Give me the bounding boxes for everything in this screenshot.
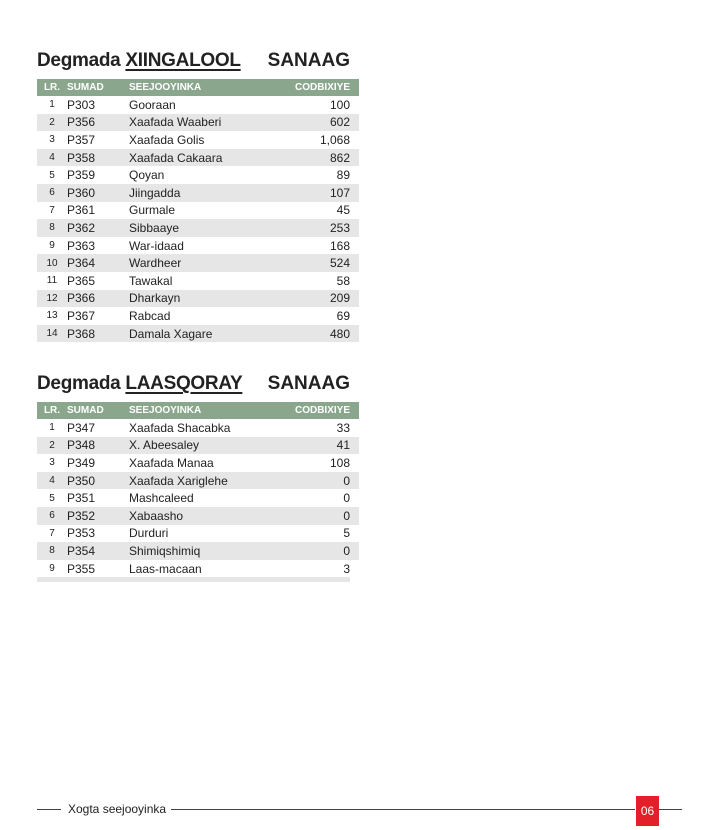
table-row: [37, 525, 359, 543]
table-header-row: [37, 402, 359, 419]
col-header-seejooyinka: SEEJOOYINKA: [129, 82, 202, 93]
cell-lr: 3: [49, 134, 55, 146]
cell-lr: 4: [49, 475, 55, 487]
table-row: [37, 325, 359, 343]
cell-lr: 13: [46, 310, 58, 322]
cell-station: Gooraan: [129, 97, 176, 112]
cell-station: Xabaasho: [129, 508, 184, 523]
cell-lr: 12: [46, 292, 58, 304]
cell-sumad: P349: [67, 455, 96, 470]
col-header-lr: LR.: [43, 405, 61, 416]
cell-votes: 1,068: [319, 132, 350, 147]
table-row: [37, 437, 359, 455]
cell-sumad: P348: [67, 438, 96, 453]
cell-station: Xaafada Waaberi: [129, 115, 222, 130]
table-row: [37, 489, 359, 507]
cell-station: Durduri: [129, 526, 169, 541]
cell-votes: 69: [336, 308, 350, 323]
cell-votes: 3: [343, 561, 350, 576]
cell-sumad: P363: [67, 238, 96, 253]
table-row: [37, 419, 359, 437]
table-row: [37, 272, 359, 290]
cell-station: Damala Xagare: [129, 326, 213, 341]
cell-sumad: P356: [67, 115, 96, 130]
table-header-row: [37, 79, 359, 96]
cell-lr: 8: [49, 545, 55, 557]
district-section-xiingalool: [37, 46, 350, 342]
cell-lr: 9: [49, 563, 55, 575]
region-name: SANAAG: [267, 50, 350, 71]
cell-lr: 3: [49, 457, 55, 469]
table-row: [37, 202, 359, 220]
cell-lr: 4: [49, 152, 55, 164]
table-row: [37, 290, 359, 308]
page-number-badge: 06: [636, 796, 659, 826]
cell-station: Gurmale: [129, 203, 176, 218]
cell-station: Sibbaaye: [129, 220, 180, 235]
cell-sumad: P358: [67, 150, 96, 165]
table-row: [37, 507, 359, 525]
col-header-codbixiye: CODBIXIYE: [294, 82, 350, 93]
cell-votes: 480: [329, 326, 350, 341]
cell-sumad: P368: [67, 326, 96, 341]
section-header: [37, 369, 350, 399]
cell-station: Jiingadda: [129, 185, 181, 200]
cell-lr: 11: [46, 275, 58, 287]
region-name: SANAAG: [267, 373, 350, 394]
cell-station: Shimiqshimiq: [129, 543, 201, 558]
cell-lr: 10: [46, 257, 58, 269]
cell-station: X. Abeesaley: [129, 438, 200, 453]
col-header-sumad: SUMAD: [67, 82, 104, 93]
cell-station: Qoyan: [129, 168, 165, 183]
table-bottom-bar: [37, 577, 350, 582]
cell-station: Xaafada Manaa: [129, 455, 214, 470]
cell-votes: 45: [336, 203, 350, 218]
section-header: [37, 46, 350, 76]
footer-label: Xogta seejooyinka: [68, 802, 167, 816]
cell-sumad: P365: [67, 273, 96, 288]
cell-votes: 0: [343, 473, 350, 488]
cell-sumad: P350: [67, 473, 96, 488]
cell-station: Dharkayn: [129, 291, 181, 306]
cell-lr: 6: [49, 187, 55, 199]
footer-rule-end: [659, 809, 682, 810]
table-row: [37, 542, 359, 560]
cell-votes: 33: [336, 420, 350, 435]
table-row: [37, 307, 359, 325]
cell-station: Rabcad: [129, 308, 171, 323]
cell-lr: 2: [49, 116, 55, 128]
cell-lr: 14: [46, 328, 58, 340]
cell-station: Mashcaleed: [129, 491, 194, 506]
cell-sumad: P347: [67, 420, 96, 435]
cell-lr: 9: [49, 240, 55, 252]
cell-votes: 0: [343, 508, 350, 523]
cell-votes: 862: [329, 150, 350, 165]
cell-sumad: P367: [67, 308, 96, 323]
district-section-laasqoray: [37, 369, 350, 582]
footer-rule-right: [171, 809, 635, 810]
cell-votes: 253: [329, 220, 350, 235]
table-row: [37, 96, 359, 114]
cell-station: Wardheer: [129, 256, 182, 271]
title-prefix: Degmada: [37, 373, 121, 394]
title-prefix: Degmada: [37, 50, 121, 71]
cell-lr: 8: [49, 222, 55, 234]
table-row: [37, 237, 359, 255]
cell-lr: 5: [49, 169, 55, 181]
cell-station: Xaafada Cakaara: [129, 150, 223, 165]
page-footer: [37, 796, 682, 822]
cell-sumad: P359: [67, 168, 96, 183]
cell-lr: 5: [49, 492, 55, 504]
footer-rule-left: [37, 809, 61, 810]
cell-sumad: P361: [67, 203, 96, 218]
col-header-sumad: SUMAD: [67, 405, 104, 416]
cell-lr: 7: [49, 204, 55, 216]
district-name: XIINGALOOL: [125, 50, 241, 71]
cell-lr: 7: [49, 527, 55, 539]
table-row: [37, 131, 359, 149]
cell-votes: 0: [343, 543, 350, 558]
table-row: [37, 219, 359, 237]
cell-sumad: P357: [67, 132, 96, 147]
cell-sumad: P351: [67, 491, 96, 506]
cell-sumad: P355: [67, 561, 96, 576]
cell-votes: 89: [336, 168, 350, 183]
cell-sumad: P354: [67, 543, 96, 558]
polling-stations-table: [37, 402, 359, 577]
table-row: [37, 472, 359, 490]
cell-votes: 209: [329, 291, 350, 306]
cell-station: Xaafada Golis: [129, 132, 205, 147]
col-header-seejooyinka: SEEJOOYINKA: [129, 405, 202, 416]
cell-station: Xaafada Xariglehe: [129, 473, 228, 488]
cell-lr: 6: [49, 510, 55, 522]
cell-station: Xaafada Shacabka: [129, 420, 231, 435]
table-row: [37, 166, 359, 184]
cell-votes: 41: [336, 438, 350, 453]
cell-station: War-idaad: [129, 238, 184, 253]
table-row: [37, 149, 359, 167]
polling-stations-table: [37, 79, 359, 342]
cell-sumad: P362: [67, 220, 96, 235]
cell-station: Tawakal: [129, 273, 173, 288]
table-row: [37, 114, 359, 132]
section-title: [37, 373, 242, 395]
cell-sumad: P366: [67, 291, 96, 306]
cell-votes: 108: [329, 455, 350, 470]
cell-votes: 602: [329, 115, 350, 130]
cell-sumad: P353: [67, 526, 96, 541]
cell-votes: 5: [343, 526, 350, 541]
cell-lr: 1: [49, 99, 55, 111]
cell-votes: 58: [336, 273, 350, 288]
cell-sumad: P352: [67, 508, 96, 523]
cell-votes: 524: [329, 256, 350, 271]
col-header-lr: LR.: [43, 82, 61, 93]
table-row: [37, 560, 359, 578]
cell-votes: 168: [329, 238, 350, 253]
cell-votes: 107: [329, 185, 350, 200]
table-row: [37, 454, 359, 472]
cell-votes: 100: [329, 97, 350, 112]
cell-lr: 1: [49, 422, 55, 434]
table-row: [37, 184, 359, 202]
cell-station: Laas-macaan: [129, 561, 202, 576]
district-name: LAASQORAY: [125, 373, 243, 394]
cell-sumad: P360: [67, 185, 96, 200]
table-row: [37, 254, 359, 272]
cell-lr: 2: [49, 439, 55, 451]
cell-sumad: P364: [67, 256, 96, 271]
section-title: [37, 50, 241, 72]
col-header-codbixiye: CODBIXIYE: [294, 405, 350, 416]
cell-sumad: P303: [67, 97, 96, 112]
cell-votes: 0: [343, 491, 350, 506]
